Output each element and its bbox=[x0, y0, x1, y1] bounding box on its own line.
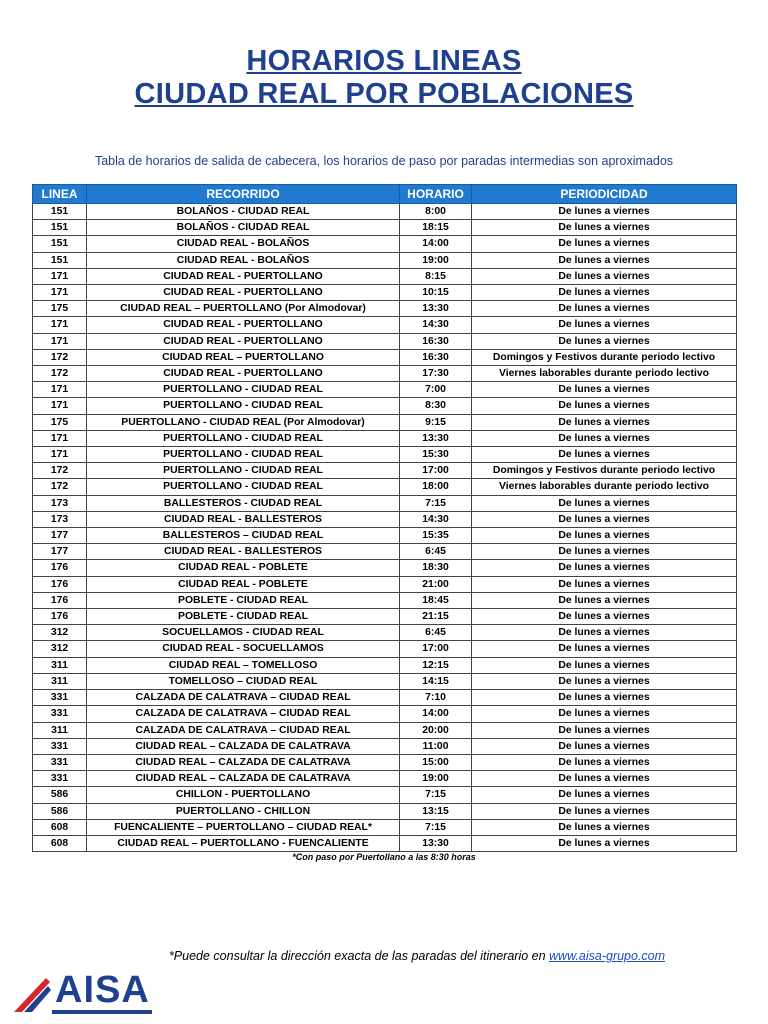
cell-horario: 8:30 bbox=[400, 398, 472, 414]
table-row bbox=[33, 625, 737, 641]
table-row bbox=[33, 479, 737, 495]
cell-periodicidad: De lunes a viernes bbox=[472, 560, 737, 576]
table-row bbox=[33, 528, 737, 544]
cell-linea: 331 bbox=[33, 706, 87, 722]
cell-linea: 176 bbox=[33, 576, 87, 592]
cell-periodicidad: De lunes a viernes bbox=[472, 285, 737, 301]
table-row bbox=[33, 236, 737, 252]
table-row bbox=[33, 268, 737, 284]
table-row bbox=[33, 495, 737, 511]
cell-periodicidad: De lunes a viernes bbox=[472, 317, 737, 333]
cell-horario: 20:00 bbox=[400, 722, 472, 738]
cell-recorrido: PUERTOLLANO - CIUDAD REAL bbox=[87, 447, 400, 463]
cell-linea: 171 bbox=[33, 398, 87, 414]
table-row bbox=[33, 414, 737, 430]
cell-horario: 7:15 bbox=[400, 787, 472, 803]
cell-recorrido: PUERTOLLANO - CIUDAD REAL bbox=[87, 398, 400, 414]
cell-recorrido: CIUDAD REAL - BOLAÑOS bbox=[87, 252, 400, 268]
cell-horario: 18:30 bbox=[400, 560, 472, 576]
cell-periodicidad: De lunes a viernes bbox=[472, 204, 737, 220]
cell-horario: 21:15 bbox=[400, 609, 472, 625]
cell-linea: 172 bbox=[33, 479, 87, 495]
cell-recorrido: CALZADA DE CALATRAVA – CIUDAD REAL bbox=[87, 722, 400, 738]
table-description: Tabla de horarios de salida de cabecera, los horarios de paso por paradas intermedias son aproximados bbox=[94, 154, 674, 168]
cell-horario: 6:45 bbox=[400, 544, 472, 560]
table-row bbox=[33, 317, 737, 333]
cell-horario: 15:00 bbox=[400, 754, 472, 770]
cell-periodicidad: De lunes a viernes bbox=[472, 398, 737, 414]
table-row bbox=[33, 560, 737, 576]
cell-periodicidad: De lunes a viernes bbox=[472, 301, 737, 317]
cell-horario: 11:00 bbox=[400, 738, 472, 754]
table-row bbox=[33, 252, 737, 268]
table-row bbox=[33, 398, 737, 414]
cell-recorrido: CIUDAD REAL – CALZADA DE CALATRAVA bbox=[87, 754, 400, 770]
cell-recorrido: CIUDAD REAL - BALLESTEROS bbox=[87, 511, 400, 527]
cell-periodicidad: De lunes a viernes bbox=[472, 511, 737, 527]
table-row bbox=[33, 706, 737, 722]
cell-recorrido: CIUDAD REAL – PUERTOLLANO bbox=[87, 349, 400, 365]
cell-horario: 14:00 bbox=[400, 236, 472, 252]
cell-linea: 311 bbox=[33, 722, 87, 738]
cell-periodicidad: Viernes laborables durante periodo lectivo bbox=[472, 366, 737, 382]
cell-horario: 18:15 bbox=[400, 220, 472, 236]
cell-horario: 8:15 bbox=[400, 268, 472, 284]
cell-linea: 171 bbox=[33, 447, 87, 463]
cell-periodicidad: De lunes a viernes bbox=[472, 495, 737, 511]
logo-text: AISA bbox=[55, 969, 150, 1011]
cell-horario: 21:00 bbox=[400, 576, 472, 592]
cell-linea: 608 bbox=[33, 819, 87, 835]
cell-periodicidad: De lunes a viernes bbox=[472, 819, 737, 835]
cell-recorrido: CALZADA DE CALATRAVA – CIUDAD REAL bbox=[87, 706, 400, 722]
footnote: *Con paso por Puertollano a las 8:30 horas bbox=[292, 852, 476, 862]
cell-horario: 7:15 bbox=[400, 819, 472, 835]
cell-recorrido: BALLESTEROS – CIUDAD REAL bbox=[87, 528, 400, 544]
table-row bbox=[33, 754, 737, 770]
cell-horario: 16:30 bbox=[400, 333, 472, 349]
cell-linea: 151 bbox=[33, 204, 87, 220]
cell-horario: 14:30 bbox=[400, 317, 472, 333]
cell-recorrido: CIUDAD REAL - POBLETE bbox=[87, 560, 400, 576]
footer-message: *Puede consultar la dirección exacta de las paradas del itinerario en bbox=[168, 949, 550, 963]
table-row bbox=[33, 204, 737, 220]
cell-linea: 151 bbox=[33, 252, 87, 268]
cell-periodicidad: De lunes a viernes bbox=[472, 657, 737, 673]
cell-periodicidad: De lunes a viernes bbox=[472, 382, 737, 398]
cell-linea: 175 bbox=[33, 414, 87, 430]
cell-horario: 12:15 bbox=[400, 657, 472, 673]
cell-recorrido: CIUDAD REAL - SOCUELLAMOS bbox=[87, 641, 400, 657]
cell-linea: 311 bbox=[33, 673, 87, 689]
cell-horario: 17:00 bbox=[400, 463, 472, 479]
cell-linea: 586 bbox=[33, 803, 87, 819]
page-title-line-2: CIUDAD REAL POR POBLACIONES bbox=[134, 78, 634, 110]
cell-horario: 17:30 bbox=[400, 366, 472, 382]
cell-recorrido: CIUDAD REAL – CALZADA DE CALATRAVA bbox=[87, 738, 400, 754]
cell-linea: 172 bbox=[33, 349, 87, 365]
table-row bbox=[33, 609, 737, 625]
cell-horario: 15:35 bbox=[400, 528, 472, 544]
cell-recorrido: SOCUELLAMOS - CIUDAD REAL bbox=[87, 625, 400, 641]
cell-periodicidad: De lunes a viernes bbox=[472, 609, 737, 625]
cell-periodicidad: De lunes a viernes bbox=[472, 625, 737, 641]
cell-recorrido: PUERTOLLANO - CIUDAD REAL (Por Almodovar) bbox=[87, 414, 400, 430]
cell-linea: 175 bbox=[33, 301, 87, 317]
cell-linea: 171 bbox=[33, 317, 87, 333]
table-row bbox=[33, 690, 737, 706]
cell-linea: 176 bbox=[33, 609, 87, 625]
footer-text bbox=[0, 949, 768, 963]
cell-recorrido: CIUDAD REAL - POBLETE bbox=[87, 576, 400, 592]
table-row bbox=[33, 673, 737, 689]
cell-periodicidad: De lunes a viernes bbox=[472, 236, 737, 252]
cell-horario: 16:30 bbox=[400, 349, 472, 365]
cell-periodicidad: De lunes a viernes bbox=[472, 787, 737, 803]
cell-horario: 13:30 bbox=[400, 301, 472, 317]
cell-linea: 312 bbox=[33, 641, 87, 657]
table-row bbox=[33, 657, 737, 673]
table-row bbox=[33, 544, 737, 560]
cell-linea: 331 bbox=[33, 771, 87, 787]
column-header-linea: LINEA bbox=[33, 185, 87, 204]
cell-recorrido: CIUDAD REAL – TOMELLOSO bbox=[87, 657, 400, 673]
cell-recorrido: PUERTOLLANO - CIUDAD REAL bbox=[87, 430, 400, 446]
cell-recorrido: TOMELLOSO – CIUDAD REAL bbox=[87, 673, 400, 689]
table-row bbox=[33, 447, 737, 463]
cell-periodicidad: De lunes a viernes bbox=[472, 592, 737, 608]
cell-periodicidad: De lunes a viernes bbox=[472, 754, 737, 770]
table-row bbox=[33, 738, 737, 754]
cell-recorrido: CIUDAD REAL - PUERTOLLANO bbox=[87, 268, 400, 284]
table-row bbox=[33, 382, 737, 398]
cell-periodicidad: De lunes a viernes bbox=[472, 722, 737, 738]
table-row bbox=[33, 722, 737, 738]
cell-periodicidad: De lunes a viernes bbox=[472, 333, 737, 349]
table-row bbox=[33, 285, 737, 301]
cell-linea: 331 bbox=[33, 738, 87, 754]
cell-linea: 171 bbox=[33, 285, 87, 301]
cell-linea: 172 bbox=[33, 366, 87, 382]
table-row bbox=[33, 787, 737, 803]
table-row bbox=[33, 349, 737, 365]
table-row bbox=[33, 430, 737, 446]
page-title-line-1: HORARIOS LINEAS bbox=[246, 45, 522, 77]
cell-horario: 18:00 bbox=[400, 479, 472, 495]
cell-recorrido: BALLESTEROS - CIUDAD REAL bbox=[87, 495, 400, 511]
cell-recorrido: CIUDAD REAL – PUERTOLLANO (Por Almodovar) bbox=[87, 301, 400, 317]
cell-horario: 15:30 bbox=[400, 447, 472, 463]
table-row bbox=[33, 511, 737, 527]
cell-periodicidad: De lunes a viernes bbox=[472, 690, 737, 706]
table-row bbox=[33, 220, 737, 236]
cell-periodicidad: De lunes a viernes bbox=[472, 220, 737, 236]
cell-linea: 311 bbox=[33, 657, 87, 673]
cell-linea: 177 bbox=[33, 544, 87, 560]
cell-horario: 7:00 bbox=[400, 382, 472, 398]
cell-recorrido: CALZADA DE CALATRAVA – CIUDAD REAL bbox=[87, 690, 400, 706]
cell-periodicidad: De lunes a viernes bbox=[472, 771, 737, 787]
cell-linea: 177 bbox=[33, 528, 87, 544]
table-row bbox=[33, 576, 737, 592]
cell-recorrido: CIUDAD REAL – PUERTOLLANO - FUENCALIENTE bbox=[87, 835, 400, 851]
cell-recorrido: PUERTOLLANO - CIUDAD REAL bbox=[87, 479, 400, 495]
cell-linea: 151 bbox=[33, 236, 87, 252]
cell-linea: 176 bbox=[33, 592, 87, 608]
cell-horario: 14:30 bbox=[400, 511, 472, 527]
cell-linea: 173 bbox=[33, 495, 87, 511]
table-row bbox=[33, 641, 737, 657]
column-header-horario: HORARIO bbox=[400, 185, 472, 204]
schedule-table bbox=[32, 184, 737, 852]
table-header-row bbox=[33, 185, 737, 204]
cell-recorrido: FUENCALIENTE – PUERTOLLANO – CIUDAD REAL* bbox=[87, 819, 400, 835]
cell-linea: 151 bbox=[33, 220, 87, 236]
cell-horario: 8:00 bbox=[400, 204, 472, 220]
cell-horario: 7:10 bbox=[400, 690, 472, 706]
cell-periodicidad: Viernes laborables durante periodo lectivo bbox=[472, 479, 737, 495]
cell-linea: 331 bbox=[33, 754, 87, 770]
cell-recorrido: PUERTOLLANO - CIUDAD REAL bbox=[87, 463, 400, 479]
cell-recorrido: BOLAÑOS - CIUDAD REAL bbox=[87, 220, 400, 236]
table-row bbox=[33, 835, 737, 851]
table-row bbox=[33, 771, 737, 787]
table-row bbox=[33, 819, 737, 835]
cell-recorrido: CIUDAD REAL - PUERTOLLANO bbox=[87, 366, 400, 382]
cell-periodicidad: Domingos y Festivos durante periodo lectivo bbox=[472, 349, 737, 365]
column-header-periodicidad: PERIODICIDAD bbox=[472, 185, 737, 204]
cell-periodicidad: De lunes a viernes bbox=[472, 706, 737, 722]
cell-horario: 14:15 bbox=[400, 673, 472, 689]
cell-linea: 172 bbox=[33, 463, 87, 479]
cell-linea: 176 bbox=[33, 560, 87, 576]
cell-linea: 586 bbox=[33, 787, 87, 803]
column-header-recorrido: RECORRIDO bbox=[87, 185, 400, 204]
cell-periodicidad: De lunes a viernes bbox=[472, 738, 737, 754]
cell-horario: 13:15 bbox=[400, 803, 472, 819]
table-row bbox=[33, 333, 737, 349]
cell-periodicidad: De lunes a viernes bbox=[472, 268, 737, 284]
table-row bbox=[33, 301, 737, 317]
cell-horario: 13:30 bbox=[400, 430, 472, 446]
cell-linea: 331 bbox=[33, 690, 87, 706]
cell-periodicidad: De lunes a viernes bbox=[472, 673, 737, 689]
cell-horario: 6:45 bbox=[400, 625, 472, 641]
cell-periodicidad: De lunes a viernes bbox=[472, 414, 737, 430]
cell-horario: 18:45 bbox=[400, 592, 472, 608]
cell-recorrido: POBLETE - CIUDAD REAL bbox=[87, 609, 400, 625]
cell-periodicidad: De lunes a viernes bbox=[472, 641, 737, 657]
table-body bbox=[33, 204, 737, 852]
table-row bbox=[33, 463, 737, 479]
table-row bbox=[33, 592, 737, 608]
cell-recorrido: CIUDAD REAL - PUERTOLLANO bbox=[87, 285, 400, 301]
table-row bbox=[33, 803, 737, 819]
cell-periodicidad: De lunes a viernes bbox=[472, 252, 737, 268]
table-row bbox=[33, 366, 737, 382]
cell-periodicidad: De lunes a viernes bbox=[472, 803, 737, 819]
cell-linea: 608 bbox=[33, 835, 87, 851]
cell-periodicidad: De lunes a viernes bbox=[472, 544, 737, 560]
cell-recorrido: CIUDAD REAL - BOLAÑOS bbox=[87, 236, 400, 252]
cell-recorrido: CIUDAD REAL - BALLESTEROS bbox=[87, 544, 400, 560]
cell-recorrido: BOLAÑOS - CIUDAD REAL bbox=[87, 204, 400, 220]
cell-periodicidad: De lunes a viernes bbox=[472, 528, 737, 544]
cell-recorrido: CHILLON - PUERTOLLANO bbox=[87, 787, 400, 803]
cell-linea: 173 bbox=[33, 511, 87, 527]
cell-horario: 9:15 bbox=[400, 414, 472, 430]
cell-periodicidad: Domingos y Festivos durante periodo lectivo bbox=[472, 463, 737, 479]
cell-horario: 7:15 bbox=[400, 495, 472, 511]
cell-linea: 171 bbox=[33, 382, 87, 398]
cell-linea: 312 bbox=[33, 625, 87, 641]
cell-horario: 13:30 bbox=[400, 835, 472, 851]
cell-recorrido: PUERTOLLANO - CHILLON bbox=[87, 803, 400, 819]
cell-periodicidad: De lunes a viernes bbox=[472, 430, 737, 446]
cell-recorrido: POBLETE - CIUDAD REAL bbox=[87, 592, 400, 608]
cell-horario: 19:00 bbox=[400, 771, 472, 787]
cell-horario: 10:15 bbox=[400, 285, 472, 301]
cell-recorrido: CIUDAD REAL – CALZADA DE CALATRAVA bbox=[87, 771, 400, 787]
cell-recorrido: CIUDAD REAL - PUERTOLLANO bbox=[87, 333, 400, 349]
cell-periodicidad: De lunes a viernes bbox=[472, 835, 737, 851]
cell-recorrido: PUERTOLLANO - CIUDAD REAL bbox=[87, 382, 400, 398]
cell-horario: 19:00 bbox=[400, 252, 472, 268]
cell-linea: 171 bbox=[33, 430, 87, 446]
cell-horario: 14:00 bbox=[400, 706, 472, 722]
cell-horario: 17:00 bbox=[400, 641, 472, 657]
cell-linea: 171 bbox=[33, 333, 87, 349]
cell-recorrido: CIUDAD REAL - PUERTOLLANO bbox=[87, 317, 400, 333]
website-link[interactable]: www.aisa-grupo.com bbox=[549, 949, 666, 963]
cell-linea: 171 bbox=[33, 268, 87, 284]
cell-periodicidad: De lunes a viernes bbox=[472, 447, 737, 463]
cell-periodicidad: De lunes a viernes bbox=[472, 576, 737, 592]
